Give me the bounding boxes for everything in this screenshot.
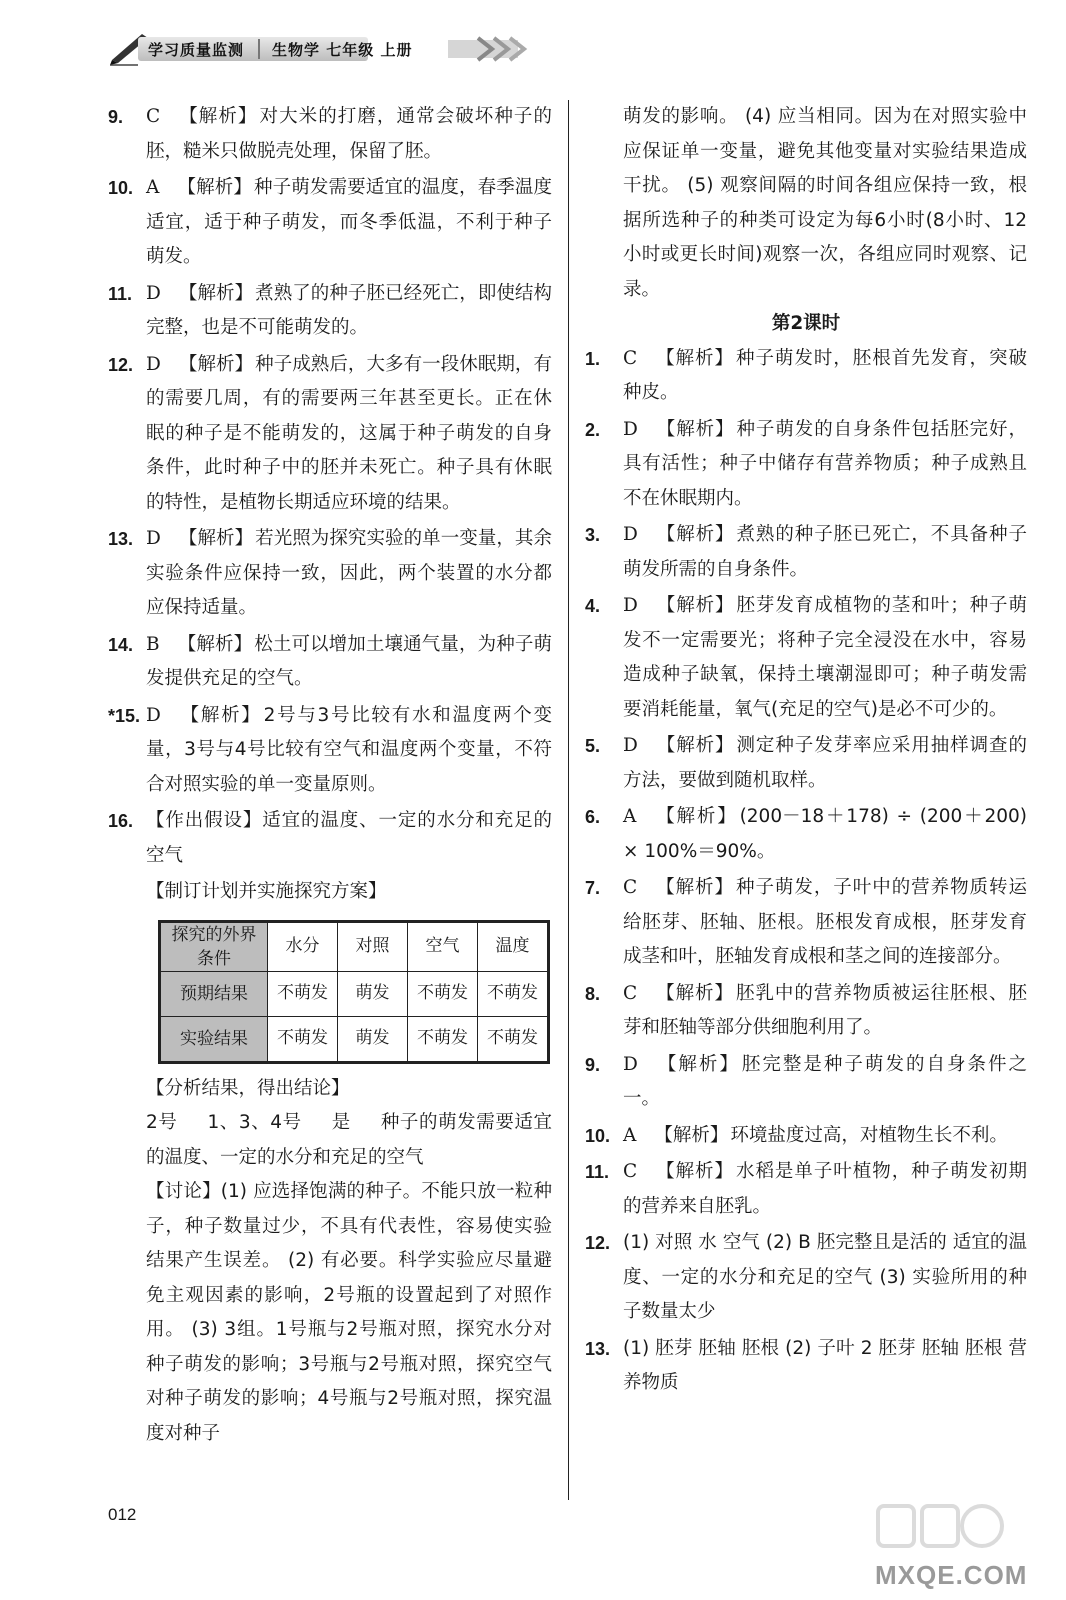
- analysis-text: 若光照为探究实验的单一变量，其余实验条件应保持一致，因此，两个装置的水分都应保持适量。: [146, 528, 552, 618]
- analysis-text: 对大米的打磨，通常会破坏种子的胚，糙米只做脱壳处理，保留了胚。: [146, 106, 552, 162]
- question-number: 11.: [585, 1162, 610, 1182]
- analysis-tag: 【解析】: [654, 1124, 729, 1146]
- analysis-tag: 【解析】: [655, 982, 734, 1004]
- analysis-text: 种子萌发时，胚根首先发育，突破种皮。: [623, 347, 1027, 403]
- answer-item: [585, 1048, 1027, 1117]
- table-cell: 不萌发: [408, 971, 478, 1016]
- answer-item: [108, 277, 552, 346]
- question-number: 13.: [108, 529, 134, 549]
- answer-letter: C: [146, 106, 161, 127]
- analysis-text: 煮熟了的种子胚已经死亡，即使结构完整，也是不可能萌发的。: [146, 282, 552, 338]
- watermark-text: MXQE.COM: [875, 1560, 1028, 1590]
- table-cell: 不萌发: [478, 1016, 549, 1062]
- analysis-text: (200－18＋178) ÷ (200＋200) × 100%＝90%。: [623, 806, 1027, 862]
- answer-text: (1) 胚芽 胚轴 胚根 (2) 子叶 2 胚芽 胚轴 胚根 营养物质: [623, 1337, 1027, 1393]
- table-column-header: 对照: [338, 921, 408, 971]
- table-row-label: 实验结果: [160, 1016, 268, 1062]
- table-header-cell: 探究的外界条件: [160, 921, 268, 971]
- analysis-blank-1: 2号: [146, 1112, 178, 1133]
- analysis-text: 种子萌发，子叶中的营养物质转运给胚芽、胚轴、胚根。胚根发育成根，胚芽发育成茎和叶，胚轴发育成根和茎之间的连接部分。: [623, 877, 1027, 967]
- chevron-right-icon: [448, 34, 538, 64]
- question-number: 13.: [585, 1338, 611, 1359]
- question-number: 7.: [585, 878, 601, 898]
- analysis-text: 胚完整是种子萌发的自身条件之一。: [623, 1053, 1027, 1109]
- analysis-tag: 【解析】: [178, 528, 254, 549]
- answer-item: [585, 518, 1027, 587]
- analysis-text: 煮熟的种子胚已死亡，不具备种子萌发所需的自身条件。: [623, 524, 1027, 580]
- book-subtitle: 生物学 七年级 上册: [272, 41, 413, 59]
- analysis-text: 测定种子发芽率应采用抽样调查的方法，要做到随机取样。: [623, 735, 1027, 791]
- answer-letter: C: [623, 982, 638, 1004]
- book-title: 学习质量监测: [148, 41, 245, 59]
- answer-letter: D: [623, 595, 638, 616]
- answer-item: [108, 171, 552, 275]
- answer-item-16: [108, 804, 552, 873]
- answer-item: [585, 871, 1027, 975]
- analysis-text: 胚乳中的营养物质被运往胚根、胚芽和胚轴等部分供细胞利用了。: [623, 982, 1027, 1038]
- analysis-tag: 【解析】: [655, 877, 734, 898]
- page-header: [108, 30, 538, 66]
- analysis-blank-3: 是: [331, 1112, 351, 1133]
- table-cell: 萌发: [338, 1016, 408, 1062]
- analysis-tag: 【解析】: [177, 633, 253, 655]
- analysis-tag: 【解析】: [178, 282, 254, 304]
- table-row: [160, 971, 549, 1016]
- question-number: 4.: [585, 596, 601, 616]
- question-number: 14.: [108, 634, 134, 655]
- analysis-text: 胚芽发育成植物的茎和叶；种子萌发不一定需要光；将种子完全浸没在水中，容易造成种子缺氧，保持土壤潮湿即可；种子萌发需要消耗能量，氧气(充足的空气)是必不可少的。: [623, 595, 1027, 720]
- table-row-label: 预期结果: [160, 971, 268, 1016]
- answer-item: [585, 1226, 1027, 1330]
- analysis-text: 松土可以增加土壤通气量，为种子萌发提供充足的空气。: [146, 633, 552, 689]
- discussion-text: 【讨论】(1) 应选择饱满的种子。不能只放一粒种子，种子数量过少，不具有代表性，容易使实验结果产生误差。 (2) 有必要。科学实验应尽量避免主观因素的影响，2号瓶的设置起到了对照作用。 (3) 3组。1号瓶与2号瓶对照，探究水分对种子萌发的影响；3号瓶与2号瓶对照，探究空气对种子萌发的影响；4号瓶与2号瓶对照，探究温度对种子: [146, 1181, 552, 1444]
- answer-letter: D: [146, 353, 161, 375]
- analysis-tag: 【解析】: [655, 347, 734, 369]
- right-column: [585, 100, 1027, 1403]
- question-number: 10.: [108, 178, 134, 198]
- analysis-tag: 【解析】: [655, 1053, 740, 1075]
- answer-letter: D: [623, 735, 638, 756]
- table-cell: 不萌发: [478, 971, 549, 1016]
- table-cell: 萌发: [338, 971, 408, 1016]
- question-number: 6.: [585, 807, 601, 827]
- answer-item: [585, 1332, 1027, 1401]
- answer-item: [108, 699, 552, 803]
- analysis-tag: 【解析】: [178, 106, 258, 127]
- page-number: 012: [108, 1505, 137, 1524]
- answer-item: [108, 100, 552, 169]
- answer-item: [585, 977, 1027, 1046]
- analysis-tag: 【解析】: [178, 704, 262, 726]
- question-number: 5.: [585, 736, 601, 756]
- answer-item: [585, 1119, 1027, 1154]
- table-column-header: 空气: [408, 921, 478, 971]
- answer-item: [108, 522, 552, 626]
- answer-item: [108, 348, 552, 521]
- continuation-text: 萌发的影响。 (4) 应当相同。因为在对照实验中应保证单一变量，避免其他变量对实验结果造成干扰。 (5) 观察间隔的时间各组应保持一致，根据所选种子的种类可设定为每6小时(8小时、12小时或更长时间)观察一次，各组应同时观察、记录。: [623, 106, 1027, 300]
- question-number: 3.: [585, 525, 601, 545]
- table-cell: 不萌发: [268, 1016, 338, 1062]
- table-cell: 不萌发: [408, 1016, 478, 1062]
- question-number: 9.: [585, 1054, 601, 1075]
- table-cell: 不萌发: [268, 971, 338, 1016]
- question-number: 9.: [108, 107, 124, 127]
- analysis-text: 2号与3号比较有水和温度两个变量，3号与4号比较有空气和温度两个变量，不符合对照实验的单一变量原则。: [146, 704, 552, 795]
- answer-item: [585, 413, 1027, 517]
- analysis-text: 种子成熟后，大多有一段休眠期，有的需要几周，有的需要两三年甚至更长。正在休眠的种子是不能萌发的，这属于种子萌发的自身条件，此时种子中的胚并未死亡。种子具有休眠的特性，是植物长期适应环境的结果。: [146, 353, 552, 513]
- analysis-tag: 【解析】: [177, 177, 253, 198]
- analysis-heading: 【分析结果，得出结论】: [146, 1077, 350, 1099]
- answer-letter: B: [146, 633, 160, 655]
- question-number: 10.: [585, 1125, 611, 1146]
- table-row: [160, 1016, 549, 1062]
- analysis-tag: 【解析】: [655, 524, 735, 545]
- answer-item: [585, 1155, 1027, 1224]
- section-title: 第2课时: [771, 313, 841, 334]
- analysis-tag: 【解析】: [655, 595, 735, 616]
- table-column-header: 温度: [478, 921, 549, 971]
- answer-letter: A: [623, 806, 637, 827]
- question-number: 12.: [585, 1233, 611, 1253]
- answer-letter: D: [146, 528, 161, 549]
- table-row: [160, 921, 549, 971]
- answer-letter: C: [623, 347, 638, 369]
- answer-letter: C: [623, 877, 638, 898]
- plan-heading: 【制订计划并实施探究方案】: [146, 881, 387, 902]
- question-number: 1.: [585, 348, 601, 369]
- answer-letter: A: [623, 1124, 637, 1146]
- analysis-text: 环境盐度过高，对植物生长不利。: [730, 1124, 1008, 1146]
- left-column: [108, 100, 552, 1451]
- analysis-result: [146, 1106, 552, 1175]
- column-divider: [568, 100, 569, 1500]
- answer-letter: D: [623, 524, 638, 545]
- question-number: 2.: [585, 419, 601, 440]
- question-number: *15.: [108, 705, 141, 726]
- answer-text: (1) 对照 水 空气 (2) B 胚完整且是活的 适宜的温度、一定的水分和充足的空气 (3) 实验所用的种子数量太少: [623, 1232, 1027, 1322]
- analysis-tag: 【解析】: [655, 735, 735, 756]
- table-column-header: 水分: [268, 921, 338, 971]
- answer-item: [108, 628, 552, 697]
- analysis-blank-4: 种子的萌发需要适宜的温度、一定的水分和充足的空气: [146, 1112, 552, 1168]
- answer-letter: D: [146, 282, 161, 304]
- question-number: 11.: [108, 283, 133, 304]
- analysis-tag: 【解析】: [178, 353, 254, 375]
- answer-item: [585, 800, 1027, 869]
- answer-letter: D: [146, 704, 161, 726]
- header-divider: [258, 39, 260, 59]
- answer-letter: A: [146, 177, 160, 198]
- answer-letter: D: [623, 418, 638, 440]
- analysis-blank-2: 1、3、4号: [207, 1112, 302, 1133]
- analysis-tag: 【解析】: [655, 418, 735, 440]
- answer-item: [585, 342, 1027, 411]
- answer-item: [585, 589, 1027, 727]
- answer-item: [585, 729, 1027, 798]
- question-number: 8.: [585, 983, 601, 1004]
- answer-letter: C: [623, 1161, 638, 1182]
- analysis-text: 种子萌发需要适宜的温度，春季温度适宜，适于种子萌发，而冬季低温，不利于种子萌发。: [146, 177, 552, 267]
- analysis-tag: 【解析】: [655, 1161, 734, 1182]
- question-number: 16.: [108, 811, 134, 831]
- question-number: 12.: [108, 354, 134, 375]
- analysis-text: 水稻是单子叶植物，种子萌发初期的营养来自胚乳。: [623, 1161, 1027, 1217]
- answer-letter: D: [623, 1053, 638, 1075]
- analysis-tag: 【解析】: [654, 806, 738, 827]
- experiment-table: [158, 920, 550, 1064]
- hypothesis-text: 【作出假设】适宜的温度、一定的水分和充足的空气: [146, 810, 552, 866]
- analysis-text: 种子萌发的自身条件包括胚完好，具有活性；种子中储存有营养物质；种子成熟且不在休眠期内。: [623, 418, 1027, 509]
